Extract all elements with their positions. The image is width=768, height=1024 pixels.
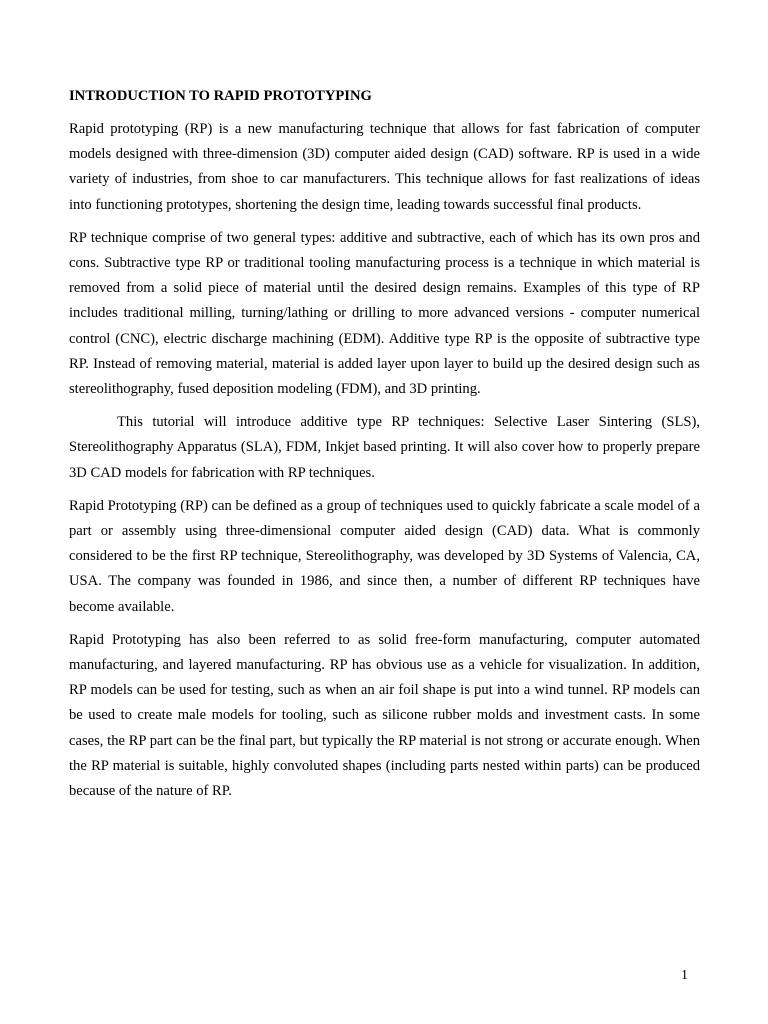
document-body: [69, 86, 700, 812]
paragraph-intro: Rapid prototyping (RP) is a new manufacturing technique that allows for fast fabrication of computer models designed with three-dimension (3D) computer aided design (CAD) software. RP is used in a wide variety of industries, from shoe to car manufacturers. This technique allows for fast realizations of ideas into functioning prototypes, shortening the design time, leading towards successful final products.: [69, 121, 700, 213]
paragraph-types: RP technique comprise of two general types: additive and subtractive, each of which has its own pros and cons. Subtractive type RP or traditional tooling manufacturing process is a technique in which material is removed from a solid piece of material until the desired design remains. Examples of this type of RP includes traditional milling, turning/lathing or drilling to more advanced versions - computer numerical control (CNC), electric discharge machining (EDM). Additive type RP is the opposite of subtractive type RP. Instead of removing material, material is added layer upon layer to build up the desired design such as stereolithography, fused deposition modeling (FDM), and 3D printing.: [69, 229, 700, 398]
paragraph-definition: Rapid Prototyping (RP) can be defined as a group of techniques used to quickly fabricate a scale model of a part or assembly using three-dimensional computer aided design (CAD) data. What is commonly considered to be the first RP technique, Stereolithography, was developed by 3D Systems of Valencia, CA, USA. The company was founded in 1986, and since then, a number of different RP techniques have become available.: [69, 497, 700, 615]
page-title: INTRODUCTION TO RAPID PROTOTYPING: [69, 88, 372, 104]
page-number: 1: [681, 968, 688, 983]
paragraph-uses: Rapid Prototyping has also been referred to as solid free-form manufacturing, computer automated manufacturing, and layered manufacturing. RP has obvious use as a vehicle for visualization. In addition, RP models can be used for testing, such as when an air foil shape is put into a wind tunnel. RP models can be used to create male models for tooling, such as silicone rubber molds and investment casts. In some cases, the RP part can be the final part, but typically the RP material is not strong or accurate enough. When the RP material is suitable, highly convoluted shapes (including parts nested within parts) can be produced because of the nature of RP.: [69, 631, 700, 800]
paragraph-tutorial: This tutorial will introduce additive type RP techniques: Selective Laser Sintering (SLS), Stereolithography Apparatus (SLA), FDM, Inkjet based printing. It will also cover how to properly prepare 3D CAD models for fabrication with RP techniques.: [69, 414, 700, 481]
